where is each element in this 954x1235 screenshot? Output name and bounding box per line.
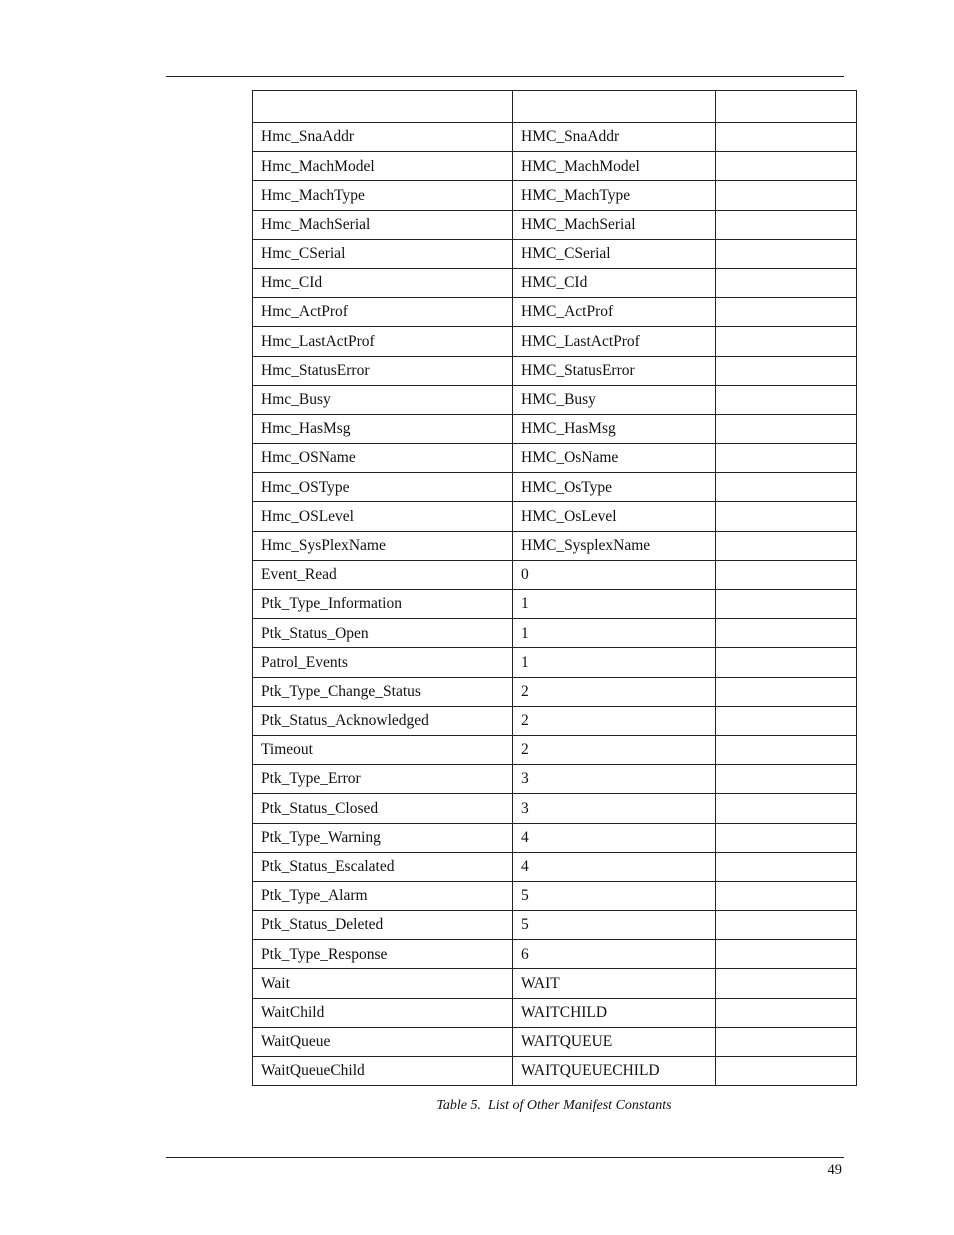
- table-row: [253, 123, 857, 152]
- cell-notes: [716, 123, 857, 152]
- table-row: [253, 852, 857, 881]
- footer-rule: [166, 1157, 844, 1158]
- cell-constant-value: HMC_ActProf: [513, 298, 716, 327]
- cell-constant-value: HMC_MachType: [513, 181, 716, 210]
- table-row: [253, 765, 857, 794]
- cell-constant-name: Hmc_SnaAddr: [253, 123, 513, 152]
- cell-constant-name: Ptk_Type_Warning: [253, 823, 513, 852]
- table-body: [253, 91, 857, 1086]
- cell-constant-value: HMC_OsName: [513, 444, 716, 473]
- cell-constant-value: WAITQUEUECHILD: [513, 1057, 716, 1086]
- cell-constant-name: Wait: [253, 969, 513, 998]
- cell-constant-value: 0: [513, 560, 716, 589]
- cell-constant-name: Hmc_MachModel: [253, 152, 513, 181]
- header-rule: [166, 76, 844, 77]
- cell-notes: [716, 152, 857, 181]
- cell-notes: [716, 998, 857, 1027]
- cell-constant-name: Patrol_Events: [253, 648, 513, 677]
- cell-constant-name: Hmc_LastActProf: [253, 327, 513, 356]
- header-cell-notes: [716, 91, 857, 123]
- cell-constant-value: 4: [513, 852, 716, 881]
- cell-notes: [716, 414, 857, 443]
- cell-constant-name: Ptk_Type_Alarm: [253, 881, 513, 910]
- table-row: [253, 152, 857, 181]
- cell-constant-value: 1: [513, 619, 716, 648]
- table-row: [253, 531, 857, 560]
- cell-constant-value: HMC_SnaAddr: [513, 123, 716, 152]
- cell-constant-value: 1: [513, 590, 716, 619]
- cell-notes: [716, 677, 857, 706]
- cell-notes: [716, 823, 857, 852]
- table-row: [253, 648, 857, 677]
- table-row: [253, 210, 857, 239]
- cell-notes: [716, 648, 857, 677]
- cell-constant-name: Timeout: [253, 735, 513, 764]
- table-row: [253, 444, 857, 473]
- cell-constant-value: 3: [513, 765, 716, 794]
- table-row: [253, 502, 857, 531]
- table-row: [253, 268, 857, 297]
- table-row: [253, 327, 857, 356]
- cell-notes: [716, 794, 857, 823]
- table-row: [253, 560, 857, 589]
- table-row: [253, 1027, 857, 1056]
- cell-constant-value: 1: [513, 648, 716, 677]
- cell-notes: [716, 444, 857, 473]
- table-row: [253, 414, 857, 443]
- cell-notes: [716, 560, 857, 589]
- table-row: [253, 998, 857, 1027]
- cell-constant-name: Ptk_Status_Deleted: [253, 911, 513, 940]
- header-cell-value: [513, 91, 716, 123]
- cell-notes: [716, 619, 857, 648]
- cell-constant-name: Ptk_Status_Escalated: [253, 852, 513, 881]
- cell-constant-value: 4: [513, 823, 716, 852]
- table-row: [253, 881, 857, 910]
- cell-constant-name: Ptk_Type_Response: [253, 940, 513, 969]
- cell-notes: [716, 852, 857, 881]
- page-number: 49: [827, 1162, 842, 1178]
- cell-constant-name: WaitQueueChild: [253, 1057, 513, 1086]
- table-row: [253, 239, 857, 268]
- cell-constant-name: Ptk_Type_Change_Status: [253, 677, 513, 706]
- cell-notes: [716, 590, 857, 619]
- cell-notes: [716, 473, 857, 502]
- cell-notes: [716, 502, 857, 531]
- cell-constant-value: 2: [513, 706, 716, 735]
- cell-constant-name: Ptk_Type_Error: [253, 765, 513, 794]
- cell-notes: [716, 385, 857, 414]
- table-header-row: [253, 91, 857, 123]
- cell-notes: [716, 940, 857, 969]
- cell-constant-value: HMC_SysplexName: [513, 531, 716, 560]
- cell-constant-value: 6: [513, 940, 716, 969]
- cell-constant-name: Hmc_OSType: [253, 473, 513, 502]
- cell-constant-value: HMC_OsType: [513, 473, 716, 502]
- cell-constant-name: Hmc_CSerial: [253, 239, 513, 268]
- cell-constant-value: 2: [513, 735, 716, 764]
- cell-notes: [716, 239, 857, 268]
- cell-constant-value: 5: [513, 881, 716, 910]
- cell-constant-name: Hmc_MachSerial: [253, 210, 513, 239]
- cell-notes: [716, 735, 857, 764]
- manifest-constants-table: [252, 90, 857, 1086]
- cell-constant-value: HMC_MachSerial: [513, 210, 716, 239]
- cell-notes: [716, 706, 857, 735]
- cell-constant-name: WaitQueue: [253, 1027, 513, 1056]
- cell-constant-name: Hmc_OSName: [253, 444, 513, 473]
- cell-constant-value: WAIT: [513, 969, 716, 998]
- cell-constant-name: Ptk_Status_Acknowledged: [253, 706, 513, 735]
- cell-notes: [716, 969, 857, 998]
- table-row: [253, 473, 857, 502]
- cell-constant-value: 2: [513, 677, 716, 706]
- cell-notes: [716, 327, 857, 356]
- table-row: [253, 590, 857, 619]
- cell-constant-name: Hmc_OSLevel: [253, 502, 513, 531]
- cell-constant-value: WAITQUEUE: [513, 1027, 716, 1056]
- table-row: [253, 619, 857, 648]
- table-row: [253, 794, 857, 823]
- cell-constant-name: Hmc_Busy: [253, 385, 513, 414]
- cell-constant-name: WaitChild: [253, 998, 513, 1027]
- table-row: [253, 940, 857, 969]
- table-row: [253, 911, 857, 940]
- header-cell-name: [253, 91, 513, 123]
- cell-constant-name: Ptk_Status_Open: [253, 619, 513, 648]
- cell-notes: [716, 210, 857, 239]
- table-row: [253, 385, 857, 414]
- cell-constant-name: Event_Read: [253, 560, 513, 589]
- table-row: [253, 706, 857, 735]
- table-row: [253, 298, 857, 327]
- cell-constant-name: Ptk_Status_Closed: [253, 794, 513, 823]
- cell-constant-name: Hmc_CId: [253, 268, 513, 297]
- table-row: [253, 735, 857, 764]
- cell-notes: [716, 181, 857, 210]
- cell-notes: [716, 356, 857, 385]
- cell-notes: [716, 1027, 857, 1056]
- table-row: [253, 677, 857, 706]
- cell-notes: [716, 531, 857, 560]
- cell-notes: [716, 911, 857, 940]
- cell-constant-value: HMC_LastActProf: [513, 327, 716, 356]
- cell-constant-value: 3: [513, 794, 716, 823]
- cell-constant-value: HMC_HasMsg: [513, 414, 716, 443]
- table-row: [253, 823, 857, 852]
- cell-constant-value: HMC_Busy: [513, 385, 716, 414]
- cell-constant-name: Hmc_HasMsg: [253, 414, 513, 443]
- cell-constant-value: HMC_StatusError: [513, 356, 716, 385]
- cell-constant-name: Hmc_SysPlexName: [253, 531, 513, 560]
- cell-constant-name: Hmc_ActProf: [253, 298, 513, 327]
- cell-constant-name: Hmc_StatusError: [253, 356, 513, 385]
- table-row: [253, 1057, 857, 1086]
- cell-constant-name: Hmc_MachType: [253, 181, 513, 210]
- cell-constant-value: HMC_CId: [513, 268, 716, 297]
- cell-notes: [716, 881, 857, 910]
- cell-notes: [716, 268, 857, 297]
- cell-notes: [716, 765, 857, 794]
- table-row: [253, 969, 857, 998]
- cell-notes: [716, 298, 857, 327]
- cell-constant-name: Ptk_Type_Information: [253, 590, 513, 619]
- table-row: [253, 356, 857, 385]
- cell-constant-value: HMC_OsLevel: [513, 502, 716, 531]
- cell-notes: [716, 1057, 857, 1086]
- table-caption: Table 5. List of Other Manifest Constants: [436, 1098, 672, 1113]
- cell-constant-value: HMC_MachModel: [513, 152, 716, 181]
- cell-constant-value: 5: [513, 911, 716, 940]
- cell-constant-value: WAITCHILD: [513, 998, 716, 1027]
- cell-constant-value: HMC_CSerial: [513, 239, 716, 268]
- table-row: [253, 181, 857, 210]
